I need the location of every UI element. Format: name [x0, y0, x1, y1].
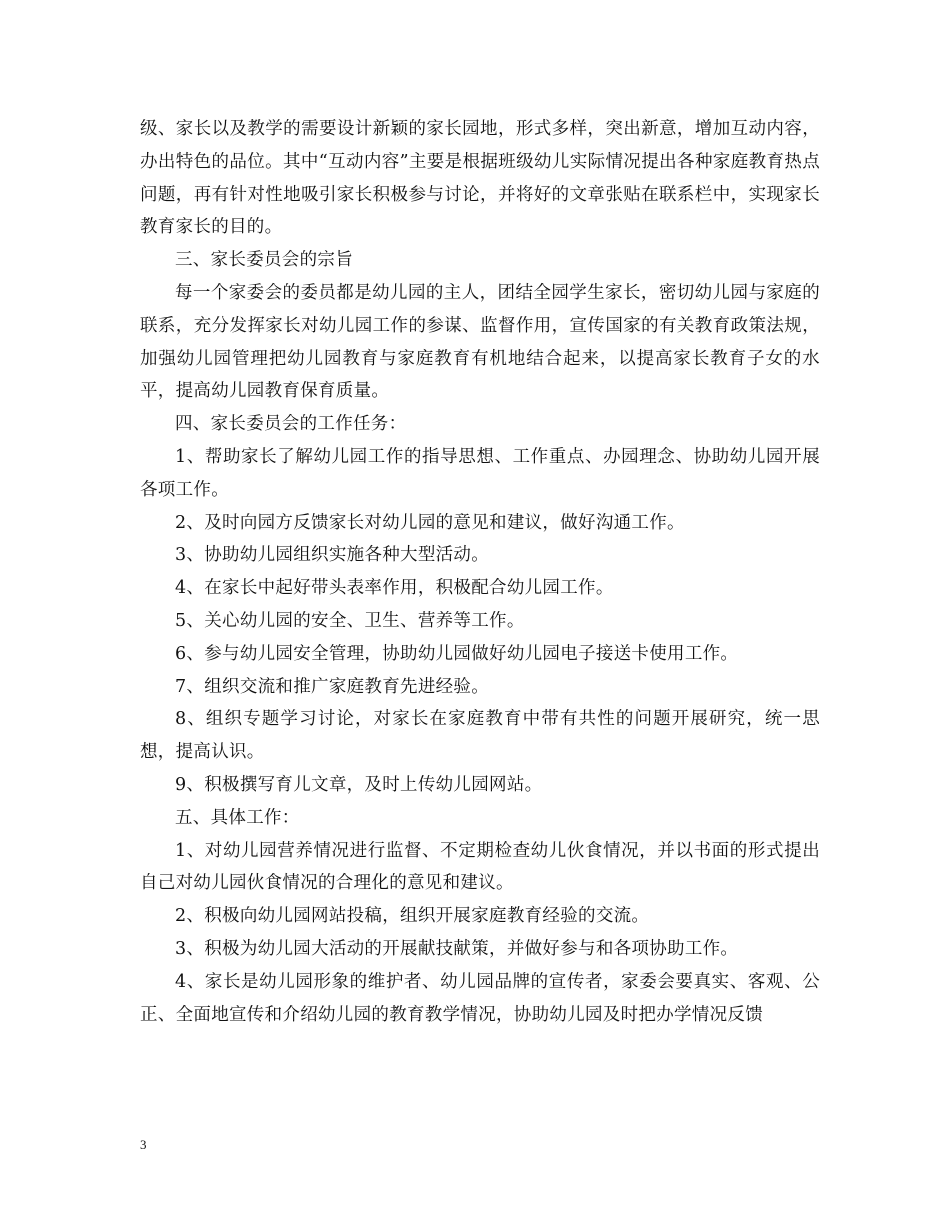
list-item-work-2: 2、积极向幼儿园网站投稿，组织开展家庭教育经验的交流。	[175, 906, 650, 927]
section-heading-specific-work: 五、具体工作：	[175, 807, 300, 828]
list-item-task-2: 2、及时向园方反馈家长对幼儿园的意见和建议，做好沟通工作。	[175, 512, 685, 533]
section-heading-purpose: 三、家长委员会的宗旨	[175, 250, 353, 271]
list-item-task-5: 5、关心幼儿园的安全、卫生、营养等工作。	[175, 610, 525, 631]
body-text	[140, 113, 820, 1031]
list-item-task-6: 6、参与幼儿园安全管理，协助幼儿园做好幼儿园电子接送卡使用工作。	[175, 643, 739, 664]
list-item-work-3: 3、积极为幼儿园大活动的开展献技献策，并做好参与和各项协助工作。	[175, 938, 739, 959]
list-item-task-8: 8、组织专题学习讨论，对家长在家庭教育中带有共性的问题开展研究，统一思想，提高认识。	[140, 709, 820, 763]
list-item-task-3: 3、协助幼儿园组织实施各种大型活动。	[175, 545, 490, 566]
list-item-work-4: 4、家长是幼儿园形象的维护者、幼儿园品牌的宣传者，家委会要真实、客观、公正、全面地宣传和介绍幼儿园的教育教学情况，协助幼儿园及时把办学情况反馈	[140, 971, 820, 1025]
paragraph-continuation: 级、家长以及教学的需要设计新颖的家长园地，形式多样，突出新意，增加互动内容，办出特色的品位。其中“互动内容”主要是根据班级幼儿实际情况提出各种家庭教育热点问题，再有针对性地吸引家长积极参与讨论，并将好的文章张贴在联系栏中，实现家长教育家长的目的。	[140, 119, 820, 238]
list-item-task-4: 4、在家长中起好带头表率作用，积极配合幼儿园工作。	[175, 578, 614, 599]
list-item-task-1: 1、帮助家长了解幼儿园工作的指导思想、工作重点、办园理念、协助幼儿园开展各项工作。	[140, 446, 820, 500]
list-item-work-1: 1、对幼儿园营养情况进行监督、不定期检查幼儿伙食情况，并以书面的形式提出自己对幼儿园伙食情况的合理化的意见和建议。	[140, 840, 820, 894]
list-item-task-9: 9、积极撰写育儿文章，及时上传幼儿园网站。	[175, 774, 543, 795]
page-number: 3	[140, 1137, 147, 1152]
paragraph-purpose: 每一个家委会的委员都是幼儿园的主人，团结全园学生家长，密切幼儿园与家庭的联系，充分发挥家长对幼儿园工作的参谋、监督作用，宣传国家的有关教育政策法规，加强幼儿园管理把幼儿园教育与家庭教育有机地结合起来，以提高家长教育子女的水平，提高幼儿园教育保育质量。	[140, 282, 820, 402]
section-heading-tasks: 四、家长委员会的工作任务：	[175, 414, 407, 435]
list-item-task-7: 7、组织交流和推广家庭教育先进经验。	[175, 676, 490, 697]
